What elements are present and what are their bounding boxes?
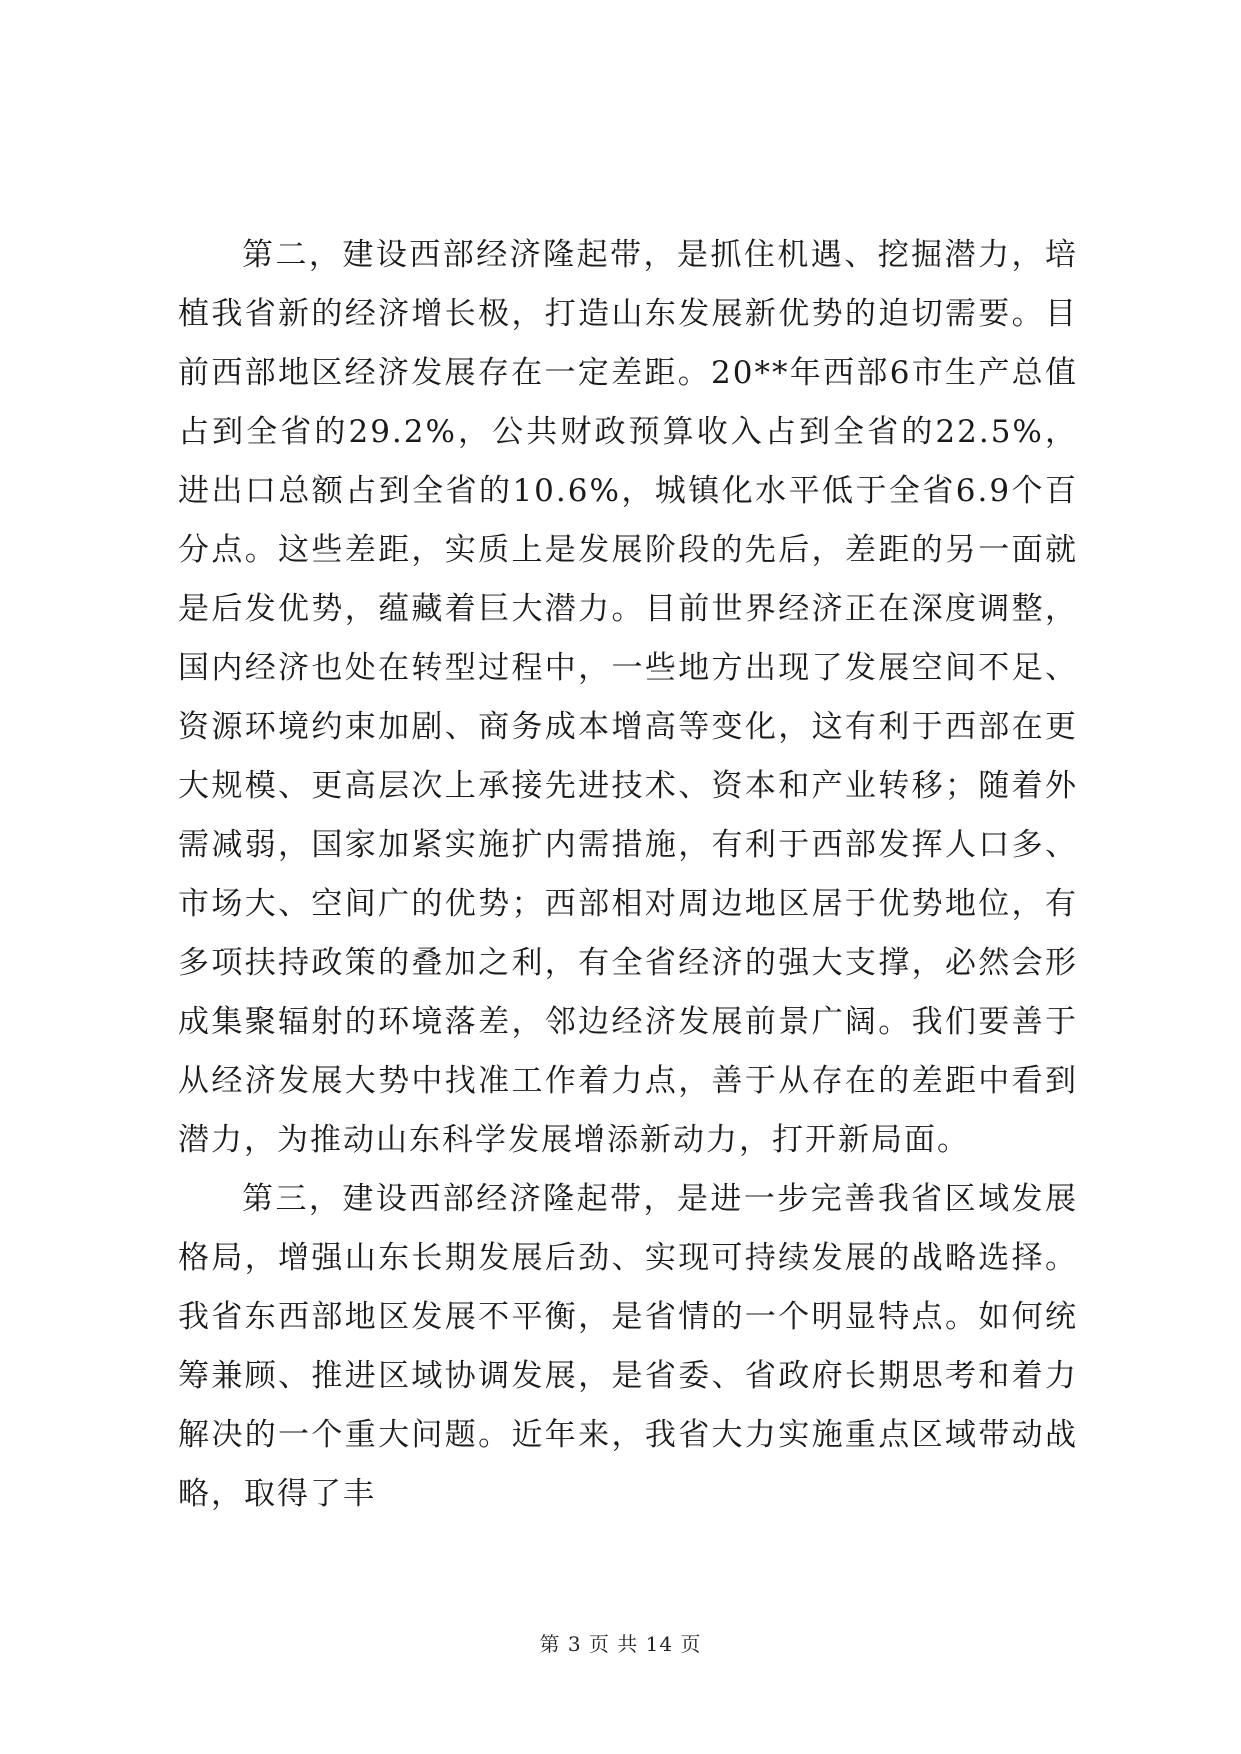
document-body bbox=[178, 226, 1078, 1524]
page-number-footer: 第 3 页 共 14 页 bbox=[539, 1632, 702, 1656]
paragraph-third: 第三，建设西部经济隆起带，是进一步完善我省区域发展格局，增强山东长期发展后劲、实现可持续发展的战略选择。我省东西部地区发展不平衡，是省情的一个明显特点。如何统筹兼顾、推进区域协调发展，是省委、省政府长期思考和着力解决的一个重大问题。近年来，我省大力实施重点区域带动战略，取得了丰 bbox=[178, 1181, 1078, 1512]
paragraph-second: 第二，建设西部经济隆起带，是抓住机遇、挖掘潜力，培植我省新的经济增长极，打造山东发展新优势的迫切需要。目前西部地区经济发展存在一定差距。20**年西部6市生产总值占到全省的29.2%，公共财政预算收入占到全省的22.5%，进出口总额占到全省的10.6%，城镇化水平低于全省6.9个百分点。这些差距，实质上是发展阶段的先后，差距的另一面就是后发优势，蕴藏着巨大潜力。目前世界经济正在深度调整，国内经济也处在转型过程中，一些地方出现了发展空间不足、资源环境约束加剧、商务成本增高等变化，这有利于西部在更大规模、更高层次上承接先进技术、资本和产业转移；随着外需减弱，国家加紧实施扩内需措施，有利于西部发挥人口多、市场大、空间广的优势；西部相对周边地区居于优势地位，有多项扶持政策的叠加之利，有全省经济的强大支撑，必然会形成集聚辐射的环境落差，邻边经济发展前景广阔。我们要善于从经济发展大势中找准工作着力点，善于从存在的差距中看到潜力，为推动山东科学发展增添新动力，打开新局面。 bbox=[178, 237, 1078, 1158]
